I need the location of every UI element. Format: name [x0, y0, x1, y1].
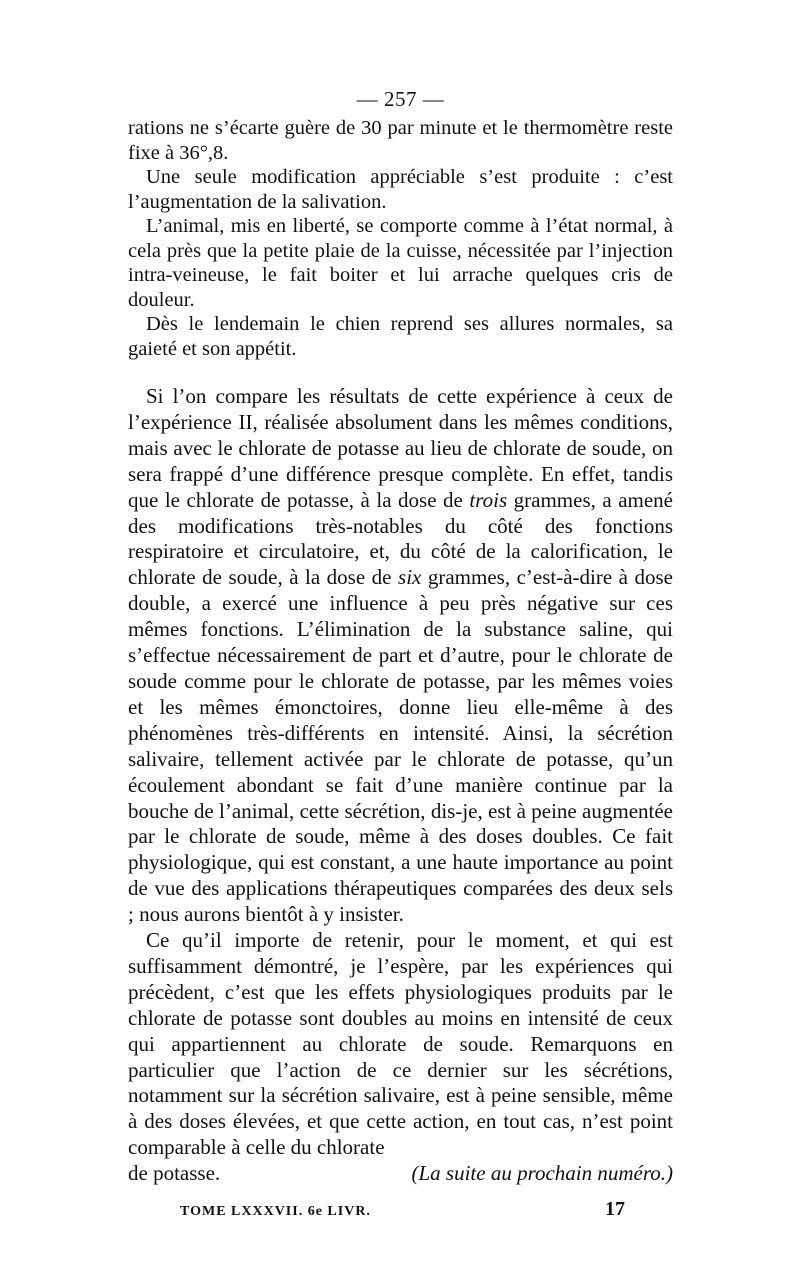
page-number: — 257 —	[356, 87, 445, 111]
closing-line	[128, 1161, 673, 1187]
text-run: Si l’on compare les résultats de cette expérience à ceux de l’expérience II, réalisée absolument dans les mêmes conditions, mais avec le chlorate de potasse au lieu de chlorate de soude, on sera frappé d’une différence presque complète. En effet, tandis que le chlorate de potasse, à la dose de	[128, 384, 673, 512]
paragraph: rations ne s’écarte guère de 30 par minute et le thermomètre reste fixe à 36°,8.	[128, 117, 673, 164]
text-block-experiment-end	[128, 116, 673, 361]
page-footer	[180, 1198, 625, 1221]
paragraph-conclusion: Ce qu’il importe de retenir, pour le moment, et qui est suffisamment démontré, je l’espère, par les expériences qui précèdent, c’est que les effets physiologiques produits par le chlorate de potasse sont doubles au moins en intensité de ceux qui appartiennent au chlorate de soude. Remarquons en particulier que l’action de ce dernier sur les sécrétions, notamment sur la sécrétion salivaire, est à peine sensible, même à des doses élevées, et que cette action, en tout cas, n’est point comparable à celle du chlorate	[128, 928, 673, 1160]
document-page	[128, 86, 673, 1236]
paragraph-comparison	[128, 384, 673, 928]
signature-number: 17	[605, 1198, 625, 1220]
closing-text: de potasse.	[128, 1161, 221, 1186]
text-run: grammes, a amené des modifications très-notables du côté des fonctions respiratoire et circulatoire, et, du côté de la calorification, le chlorate de soude, à la dose de	[128, 487, 674, 590]
paragraph: L’animal, mis en liberté, se comporte comme à l’état normal, à cela près que la petite plaie de la cuisse, nécessitée par l’injection intra-veineuse, le fait boiter et lui arrache quelques cris de douleur.	[128, 215, 673, 311]
continuation-note: (La suite au prochain numéro.)	[411, 1161, 673, 1186]
text-block-comparison	[128, 384, 673, 1187]
paragraph: Dès le lendemain le chien reprend ses allures normales, sa gaieté et son appétit.	[128, 313, 673, 360]
emphasis-six: six	[398, 565, 422, 590]
paragraph: Une seule modification appréciable s’est produite : c’est l’augmentation de la salivation.	[128, 166, 673, 213]
text-run: grammes, c’est-à-dire à dose double, a exercé une influence à peu près négative sur ces mêmes fonctions. L’élimination de la substance saline, qui s’effectue nécessairement de part et d’autre, pour le chlorate de soude comme pour le chlorate de potasse, par les mêmes voies et les mêmes émonctoires, donne lieu elle-même à des phénomènes très-différents en intensité. Ainsi, la sécrétion salivaire, tellement activée par le chlorate de potasse, qu’un écoulement abondant se fait d’une manière continue par la bouche de l’animal, cette sécrétion, dis-je, est à peine augmentée par le chlorate de soude, même à des doses doubles. Ce fait physiologique, qui est constant, a une haute importance au point de vue des applications thérapeutiques comparées des deux sels ; nous aurons bientôt à y insister.	[128, 565, 673, 927]
volume-label: TOME LXXXVII. 6e LIVR.	[180, 1204, 371, 1219]
emphasis-trois: trois	[469, 487, 508, 512]
